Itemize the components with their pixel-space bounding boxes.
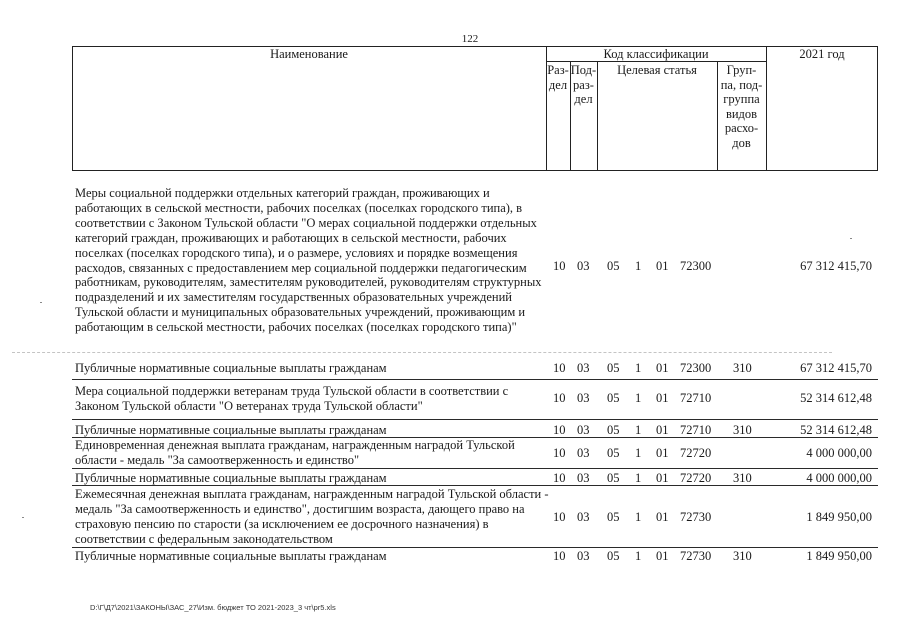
cell-cs2: 1: [635, 361, 642, 375]
header-sep-podrazdel: [597, 61, 598, 171]
scan-speck: [40, 302, 42, 303]
row-divider: [72, 547, 878, 548]
header-left-rule: [72, 46, 73, 171]
row-name: Публичные нормативные социальные выплаты гражданам: [75, 423, 387, 437]
cell-vid: 310: [733, 423, 752, 437]
cell-podrazdel: 03: [577, 446, 590, 460]
cell-cs1: 05: [607, 259, 620, 273]
cell-cs3: 01: [656, 510, 669, 524]
cell-vid: 310: [733, 471, 752, 485]
header-year: 2021 год: [799, 47, 845, 61]
cell-cs4: 72300: [680, 361, 712, 375]
header-name: Наименование: [270, 47, 348, 61]
cell-cs4: 72730: [680, 549, 712, 563]
cell-razdel: 10: [553, 391, 566, 405]
scan-speck: [850, 238, 852, 239]
header-bottom-rule: [72, 170, 878, 171]
header-right-rule: [877, 46, 878, 171]
scan-speck: [22, 517, 24, 518]
cell-cs1: 05: [607, 510, 620, 524]
row-name: Единовременная денежная выплата гражданам, награжденным наградой Тульской области - медаль "За самоотверженность и единство": [75, 438, 515, 467]
cell-podrazdel: 03: [577, 361, 590, 375]
cell-cs4: 72720: [680, 471, 712, 485]
cell-cs2: 1: [635, 549, 642, 563]
cell-podrazdel: 03: [577, 423, 590, 437]
cell-amount: 67 312 415,70: [800, 361, 872, 375]
cell-cs2: 1: [635, 391, 642, 405]
cell-cs1: 05: [607, 471, 620, 485]
cell-cs3: 01: [656, 423, 669, 437]
header-razdel: Раз- дел: [547, 63, 569, 92]
cell-cs2: 1: [635, 446, 642, 460]
cell-razdel: 10: [553, 259, 566, 273]
cell-razdel: 10: [553, 361, 566, 375]
cell-cs3: 01: [656, 361, 669, 375]
cell-cs4: 72720: [680, 446, 712, 460]
cell-cs2: 1: [635, 510, 642, 524]
cell-cs1: 05: [607, 423, 620, 437]
row-divider: [72, 468, 878, 469]
cell-cs4: 72730: [680, 510, 712, 524]
cell-cs1: 05: [607, 361, 620, 375]
cell-podrazdel: 03: [577, 549, 590, 563]
cell-cs1: 05: [607, 391, 620, 405]
cell-podrazdel: 03: [577, 391, 590, 405]
cell-cs3: 01: [656, 259, 669, 273]
cell-razdel: 10: [553, 423, 566, 437]
row-name: Ежемесячная денежная выплата гражданам, награжденным наградой Тульской области - медаль "За самоотверженность и единство", достигшим возраста, дающего право на страховую пенсию по старости (за исключением ее досрочного назначения) в соответствии с федеральным законодательством: [75, 487, 549, 546]
row-name: Меры социальной поддержки отдельных категорий граждан, проживающих и работающих в сельской местности, рабочих поселках (поселках городского типа), в соответствии с Законом Тульской области "О мерах социальной поддержки отдельных категорий граждан, проживающих и работающих в сельской местности, рабочих поселках (поселках городского типа), и о размере, условиях и порядке возмещения расходов, связанных с предоставлением мер социальной поддержки педагогическим работникам, руководителям, заместителям руководителей, руководителям структурных подразделений и их заместителям государственных образовательных учреждений Тульской области и муниципальных образовательных учреждений, проживающим и работающим в сельской местности, рабочих поселках (поселках городского типа)": [75, 186, 542, 335]
row-name: Мера социальной поддержки ветеранам труда Тульской области в соответствии с Законом Тульской области "О ветеранах труда Тульской области": [75, 384, 509, 413]
header-sep-year: [766, 46, 767, 171]
header-podrazdel: Под- раз- дел: [570, 63, 597, 106]
cell-podrazdel: 03: [577, 510, 590, 524]
cell-amount: 52 314 612,48: [800, 423, 872, 437]
cell-cs3: 01: [656, 549, 669, 563]
cell-cs2: 1: [635, 423, 642, 437]
cell-cs4: 72710: [680, 391, 712, 405]
cell-amount: 4 000 000,00: [806, 446, 872, 460]
cell-razdel: 10: [553, 549, 566, 563]
cell-vid: 310: [733, 361, 752, 375]
header-celevaya: Целевая статья: [617, 63, 697, 77]
cell-cs1: 05: [607, 446, 620, 460]
cell-razdel: 10: [553, 471, 566, 485]
cell-razdel: 10: [553, 446, 566, 460]
cell-amount: 67 312 415,70: [800, 259, 872, 273]
cell-cs2: 1: [635, 471, 642, 485]
cell-vid: 310: [733, 549, 752, 563]
cell-cs4: 72710: [680, 423, 712, 437]
row-name: Публичные нормативные социальные выплаты гражданам: [75, 361, 387, 375]
row-name: Публичные нормативные социальные выплаты гражданам: [75, 549, 387, 563]
table-header: [72, 46, 878, 170]
header-gruppa: Груп- па, под- группа видов расхо- дов: [720, 63, 763, 150]
header-code-group: Код классификации: [603, 47, 709, 61]
cell-razdel: 10: [553, 510, 566, 524]
cell-cs3: 01: [656, 446, 669, 460]
row-divider: [72, 419, 878, 420]
cell-amount: 52 314 612,48: [800, 391, 872, 405]
cell-cs3: 01: [656, 471, 669, 485]
cell-cs3: 01: [656, 391, 669, 405]
cell-cs2: 1: [635, 259, 642, 273]
cell-amount: 1 849 950,00: [806, 510, 872, 524]
cell-cs4: 72300: [680, 259, 712, 273]
cell-cs1: 05: [607, 549, 620, 563]
cell-amount: 4 000 000,00: [806, 471, 872, 485]
cell-amount: 1 849 950,00: [806, 549, 872, 563]
row-name: Публичные нормативные социальные выплаты гражданам: [75, 471, 387, 485]
cell-podrazdel: 03: [577, 471, 590, 485]
file-path-footer: D:\Г\Д7\2021\ЗАКОНЫ\ЗАС_27\Изм. бюджет ТО 2021-2023_3 чт\pr5.xls: [90, 603, 336, 612]
row-divider: [72, 485, 878, 486]
scan-artifact-line: [12, 352, 832, 353]
page-number: 122: [461, 33, 479, 45]
cell-podrazdel: 03: [577, 259, 590, 273]
row-divider: [72, 379, 878, 380]
